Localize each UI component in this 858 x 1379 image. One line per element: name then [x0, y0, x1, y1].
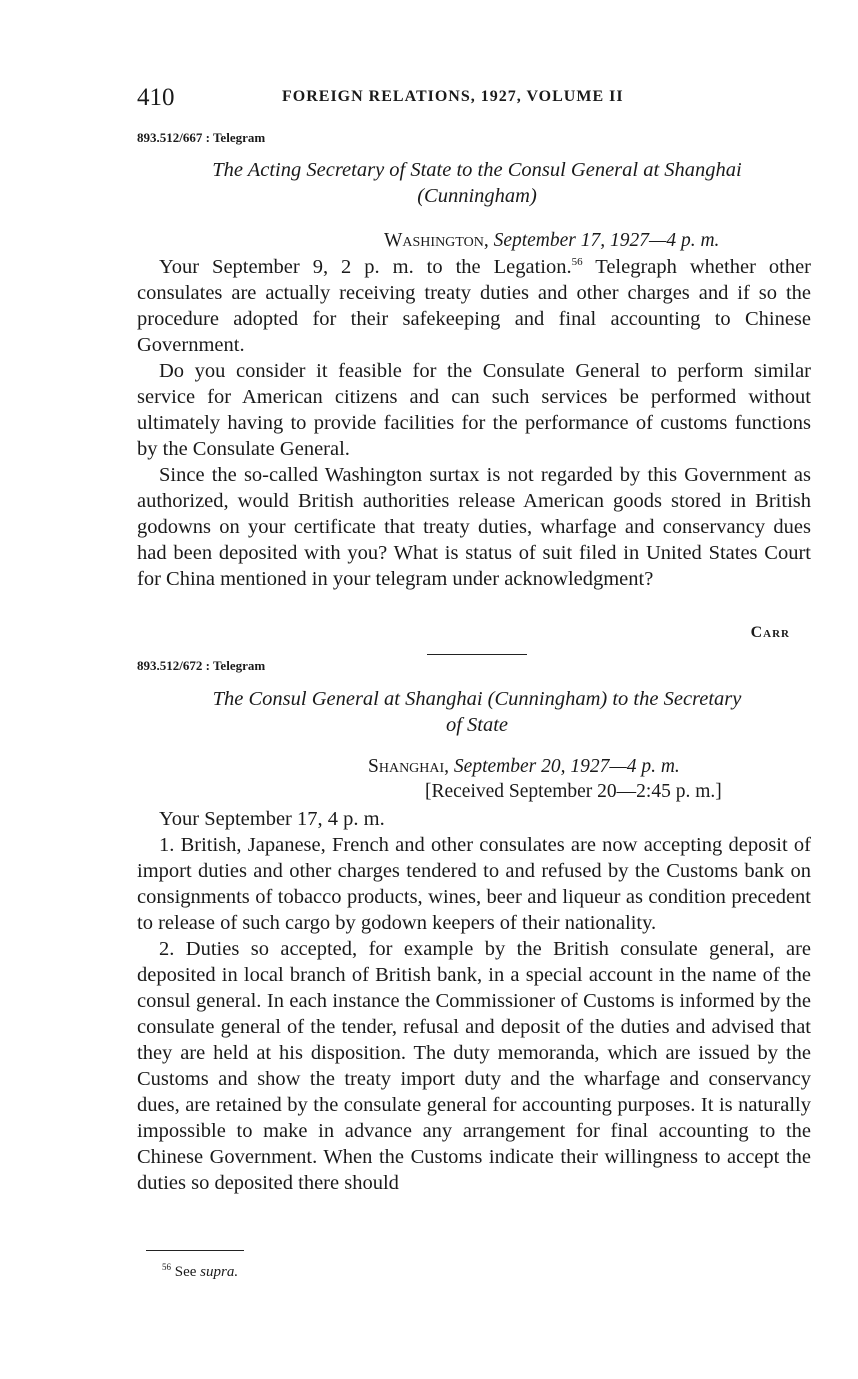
paragraph: 2. Duties so accepted, for example by the British consulate general, are deposited in local branch of British bank, in a special account in the name of the consul general. In each instance the Commissioner of Customs is informed by the consulate general of the tender, refusal and deposit of the duties and advised that they are held at his disposition. The duty memoranda, which are issued by the Customs and show the treaty import duty and the wharfage and conservancy dues, are retained by the consulate general for accounting purposes. It is naturally impossible to make in advance any arrangement for final accounting to the Chinese Government. When the Customs indicate their willingness to accept the duties so deposited there should — [137, 938, 811, 1194]
heading-line: (Cunningham) — [417, 185, 537, 207]
telegram-body-2 — [137, 806, 811, 1196]
file-reference-2: 893.512/672 : Telegram — [137, 658, 266, 673]
dateline-1 — [384, 230, 719, 252]
page-header — [137, 84, 817, 114]
running-head: FOREIGN RELATIONS, 1927, VOLUME II — [282, 88, 624, 105]
received-note: [Received September 20—2:45 p. m.] — [425, 781, 722, 802]
footnote-rule — [146, 1250, 244, 1251]
dateline-place: Washington, — [384, 230, 489, 251]
heading-line: The Acting Secretary of State to the Consul General at Shanghai — [212, 159, 742, 181]
dateline-2 — [368, 756, 680, 778]
signature: Carr — [750, 624, 790, 641]
document-heading-1 — [137, 157, 817, 209]
paragraph: Do you consider it feasible for the Consulate General to perform similar service for American citizens and can such services be performed without ultimately having to provide facilities for the performance of customs functions by the Consulate General. — [137, 360, 811, 460]
telegram-body-1 — [137, 254, 811, 592]
footnote-ref: 56 — [571, 256, 583, 269]
footnote — [162, 1264, 238, 1281]
heading-line: of State — [445, 714, 509, 736]
page-number: 410 — [137, 84, 175, 111]
heading-line: The Consul General at Shanghai (Cunningham) to the Secretary — [212, 688, 742, 710]
paragraph: Since the so-called Washington surtax is not regarded by this Government as authorized, would British authorities release American goods stored in British godowns on your certificate that treaty duties, wharfage and conservancy dues had been deposited with you? What is status of suit filed in United States Court for China mentioned in your telegram under acknowledgment? — [137, 464, 811, 590]
footnote-text: See — [174, 1264, 201, 1280]
dateline-date: September 20, 1927—4 p. m. — [453, 756, 680, 777]
dateline-place: Shanghai, — [368, 756, 450, 777]
file-reference-1: 893.512/667 : Telegram — [137, 130, 266, 145]
paragraph: 1. British, Japanese, French and other consulates are now accepting deposit of import duties and other charges tendered to and refused by the Customs bank on consignments of tobacco products, wines, beer and liqueur as condition precedent to release of such cargo by godown keepers of their nationality. — [137, 834, 811, 934]
paragraph: Your September 17, 4 p. m. — [159, 808, 385, 830]
document-heading-2 — [137, 686, 817, 738]
section-divider — [427, 654, 527, 655]
dateline-date: September 17, 1927—4 p. m. — [493, 230, 720, 251]
footnote-number: 56 — [162, 1262, 171, 1272]
footnote-text-italic: supra. — [200, 1264, 239, 1280]
paragraph: Your September 9, 2 p. m. to the Legation.$^{56}$ Telegraph whether other consulates are actually receiving treaty duties and other charges and if so the procedure adopted for their safekeeping and final accounting to Chinese Government. — [137, 256, 811, 356]
